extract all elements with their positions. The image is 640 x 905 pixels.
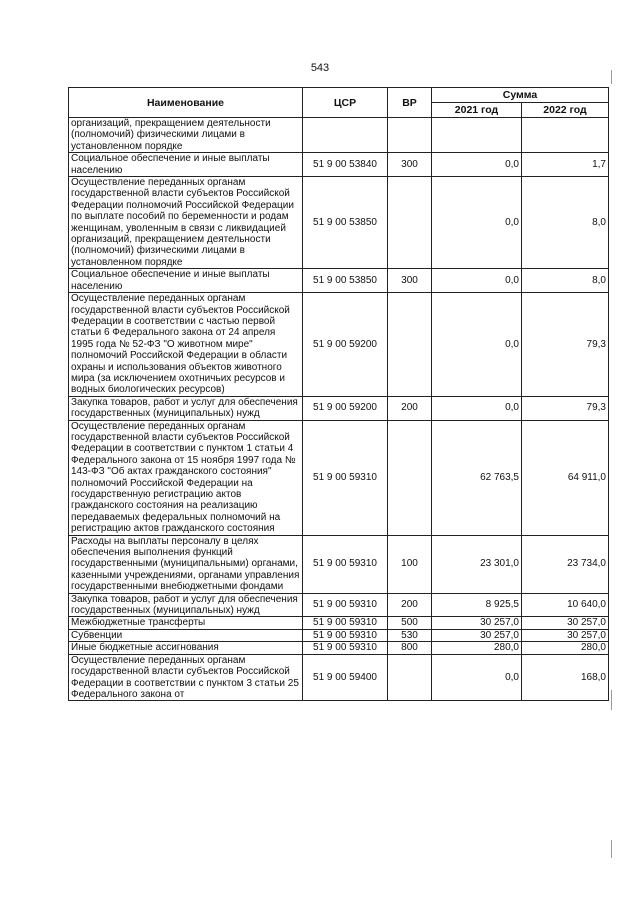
table-row (69, 153, 609, 177)
csr-cell: 51 9 00 59200 (303, 396, 388, 420)
table-row (69, 593, 609, 617)
csr-cell: 51 9 00 59200 (303, 293, 388, 397)
table-row (69, 177, 609, 269)
amount-2022-cell: 8,0 (522, 269, 609, 293)
amount-2021-cell: 23 301,0 (432, 535, 522, 593)
amount-2021-cell (432, 118, 522, 153)
column-header-vr: ВР (388, 88, 432, 118)
amount-2022-cell: 280,0 (522, 642, 609, 654)
csr-cell: 51 9 00 59310 (303, 593, 388, 617)
name-cell: организаций, прекращением деятельности (полномочий) физическими лицами в установленном порядке (69, 118, 303, 153)
csr-cell: 51 9 00 53840 (303, 153, 388, 177)
vr-cell: 300 (388, 153, 432, 177)
vr-cell: 100 (388, 535, 432, 593)
vr-cell (388, 654, 432, 701)
name-cell: Социальное обеспечение и иные выплаты населению (69, 153, 303, 177)
amount-2022-cell: 64 911,0 (522, 420, 609, 535)
amount-2022-cell: 23 734,0 (522, 535, 609, 593)
scan-edge-mark (611, 70, 612, 84)
vr-cell (388, 293, 432, 397)
vr-cell: 530 (388, 629, 432, 641)
amount-2021-cell: 0,0 (432, 293, 522, 397)
table-row (69, 269, 609, 293)
budget-table (68, 87, 609, 701)
amount-2022-cell: 30 257,0 (522, 617, 609, 629)
vr-cell (388, 177, 432, 269)
amount-2022-cell: 8,0 (522, 177, 609, 269)
column-header-2021: 2021 год (432, 103, 522, 118)
table-row (69, 396, 609, 420)
scan-edge-mark (611, 840, 612, 858)
amount-2022-cell: 1,7 (522, 153, 609, 177)
name-cell: Социальное обеспечение и иные выплаты населению (69, 269, 303, 293)
vr-cell (388, 420, 432, 535)
amount-2021-cell: 0,0 (432, 396, 522, 420)
amount-2021-cell: 62 763,5 (432, 420, 522, 535)
csr-cell (303, 118, 388, 153)
name-cell: Закупка товаров, работ и услуг для обеспечения государственных (муниципальных) нужд (69, 593, 303, 617)
amount-2021-cell: 0,0 (432, 654, 522, 701)
amount-2022-cell: 79,3 (522, 293, 609, 397)
amount-2021-cell: 280,0 (432, 642, 522, 654)
vr-cell: 200 (388, 593, 432, 617)
table-row (69, 654, 609, 701)
csr-cell: 51 9 00 59310 (303, 535, 388, 593)
amount-2021-cell: 0,0 (432, 269, 522, 293)
csr-cell: 51 9 00 59310 (303, 617, 388, 629)
table-row (69, 118, 609, 153)
table-row (69, 293, 609, 397)
name-cell: Субвенции (69, 629, 303, 641)
name-cell: Осуществление переданных органам государственной власти субъектов Российской Федерации в соответствии с пунктом 1 статьи 4 Федерального закона от 15 ноября 1997 года № 143-ФЗ "Об актах гражданского состояния" полномочий Российской Федерации на государственную регистрацию актов гражданского состояния на реализацию передаваемых федеральных полномочий на регистрацию актов гражданского состояния (69, 420, 303, 535)
amount-2021-cell: 0,0 (432, 177, 522, 269)
amount-2022-cell (522, 118, 609, 153)
name-cell: Межбюджетные трансферты (69, 617, 303, 629)
amount-2022-cell: 30 257,0 (522, 629, 609, 641)
table-row (69, 629, 609, 641)
csr-cell: 51 9 00 59310 (303, 420, 388, 535)
table-body (69, 118, 609, 701)
page-number: 543 (310, 62, 330, 74)
name-cell: Иные бюджетные ассигнования (69, 642, 303, 654)
column-header-2022: 2022 год (522, 103, 609, 118)
csr-cell: 51 9 00 53850 (303, 269, 388, 293)
scan-edge-mark (611, 690, 612, 710)
vr-cell: 500 (388, 617, 432, 629)
name-cell: Осуществление переданных органам государственной власти субъектов Российской Федерации в соответствии с частью первой статьи 6 Федерального закона от 24 апреля 1995 года № 52-ФЗ "О животном мире" полномочий Российской Федерации в области охраны и использования объектов животного мира (за исключением охотничьих ресурсов и водных биологических ресурсов) (69, 293, 303, 397)
vr-cell: 300 (388, 269, 432, 293)
name-cell: Расходы на выплаты персоналу в целях обеспечения выполнения функций государственными (муниципальными) органами, казенными учреждениями, органами управления государственными внебюджетными фондами (69, 535, 303, 593)
amount-2022-cell: 10 640,0 (522, 593, 609, 617)
column-header-name: Наименование (69, 88, 303, 118)
name-cell: Закупка товаров, работ и услуг для обеспечения государственных (муниципальных) нужд (69, 396, 303, 420)
table-row (69, 642, 609, 654)
table-row (69, 535, 609, 593)
table-row (69, 617, 609, 629)
vr-cell: 200 (388, 396, 432, 420)
csr-cell: 51 9 00 59310 (303, 642, 388, 654)
csr-cell: 51 9 00 59400 (303, 654, 388, 701)
amount-2021-cell: 0,0 (432, 153, 522, 177)
vr-cell (388, 118, 432, 153)
amount-2022-cell: 168,0 (522, 654, 609, 701)
column-header-sum: Сумма (432, 88, 609, 103)
vr-cell: 800 (388, 642, 432, 654)
csr-cell: 51 9 00 59310 (303, 629, 388, 641)
column-header-csr: ЦСР (303, 88, 388, 118)
table-header-row (69, 88, 609, 103)
amount-2021-cell: 8 925,5 (432, 593, 522, 617)
csr-cell: 51 9 00 53850 (303, 177, 388, 269)
amount-2021-cell: 30 257,0 (432, 629, 522, 641)
amount-2021-cell: 30 257,0 (432, 617, 522, 629)
table-row (69, 420, 609, 535)
amount-2022-cell: 79,3 (522, 396, 609, 420)
name-cell: Осуществление переданных органам государственной власти субъектов Российской Федерации полномочий Российской Федерации по выплате пособий по беременности и родам женщинам, уволенным в связи с ликвидацией организаций, прекращением деятельности (полномочий) физическими лицами в установленном порядке (69, 177, 303, 269)
name-cell: Осуществление переданных органам государственной власти субъектов Российской Федерации в соответствии с пунктом 3 статьи 25 Федерального закона от (69, 654, 303, 701)
